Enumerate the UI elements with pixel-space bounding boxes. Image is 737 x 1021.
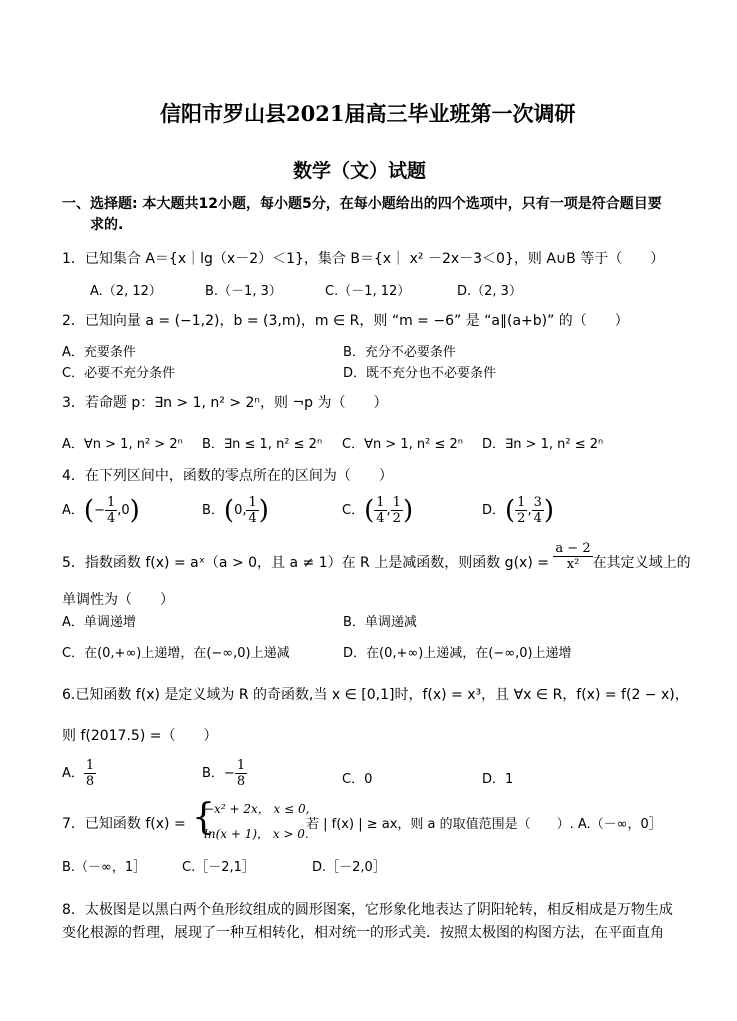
numerator: 3: [533, 495, 542, 510]
right-paren-icon: ): [258, 495, 269, 526]
question-2-option-c: C．必要不充分条件: [62, 366, 176, 381]
comma: ,: [386, 503, 391, 518]
question-6-stem: 6.已知函数 f(x) 是定义域为 R 的奇函数,当 x ∈ [0,1]时，f(x) = x³，且 ∀x ∈ R，f(x) = f(2 − x)，: [62, 687, 689, 703]
question-2-option-d: D．既不充分也不必要条件: [343, 366, 497, 381]
page-subtitle: 数学（文）试题: [293, 160, 427, 182]
denominator: 2: [517, 511, 526, 526]
section-heading: 一、选择题: 本大题共12小题，每小题5分，在每小题给出的四个选项中，只有一项是符合题目要: [62, 196, 662, 212]
numerator: 1: [85, 758, 95, 773]
question-6-option-d: D．1: [482, 772, 514, 787]
question-5-stem-b: 在其定义域上的: [592, 555, 691, 571]
question-5-stem: [62, 540, 691, 572]
option-label: A．: [62, 503, 84, 518]
page-title: 信阳市罗山县2021届高三毕业班第一次调研: [160, 101, 576, 126]
interval-head: 0,: [234, 503, 247, 518]
question-1-option-c: C.（－1, 12）: [325, 284, 411, 299]
question-8-line-2: 变化根源的哲理，展现了一种互相转化，相对统一的形式美．按照太极图的构图方法，在平面直角: [62, 925, 664, 941]
left-brace-icon: {: [192, 797, 215, 838]
denominator: x²: [566, 556, 580, 572]
question-7-option-d: D.［－2,0］: [312, 860, 386, 875]
fraction: [391, 495, 403, 526]
fraction: [553, 541, 592, 572]
minus-sign: −: [223, 766, 235, 781]
denominator: 2: [392, 511, 401, 526]
question-3-option-b: B．∃n ≤ 1, n² ≤ 2ⁿ: [202, 437, 323, 452]
fraction: [515, 495, 527, 526]
option-label: A．: [62, 766, 84, 781]
denominator: 8: [85, 774, 95, 789]
question-3-option-a: A．∀n > 1, n² > 2ⁿ: [62, 437, 183, 452]
question-2-option-a: A．充要条件: [62, 345, 136, 360]
question-4-option-b: [202, 495, 269, 526]
numerator: 1: [248, 495, 257, 510]
question-3-stem: 3．若命题 p：∃n > 1, n² > 2ⁿ，则 ¬p 为（ ）: [62, 395, 388, 411]
numerator: 1: [106, 495, 116, 510]
question-2-stem: 2．已知向量 a = (−1,2)，b = (3,m)，m ∈ R，则 “m = −6” 是 “a∥(a+b)” 的（ ）: [62, 313, 629, 329]
fraction: [532, 495, 544, 526]
numerator: 1: [392, 495, 401, 510]
question-7-head: 7．已知函数 f(x) =: [62, 816, 186, 832]
fraction: [235, 758, 247, 789]
fraction: [84, 758, 96, 789]
option-label: B．: [202, 503, 224, 518]
denominator: 8: [236, 774, 246, 789]
question-6-option-b: [202, 758, 247, 789]
question-5-option-c: C．在(0,+∞)上递增，在(−∞,0)上递减: [62, 646, 290, 661]
question-1-option-d: D.（2, 3）: [457, 284, 522, 299]
left-paren-icon: (: [83, 495, 95, 526]
question-1-option-b: B.（－1, 3）: [205, 284, 282, 299]
left-paren-icon: (: [364, 495, 375, 526]
question-3-option-c: C．∀n > 1, n² ≤ 2ⁿ: [342, 437, 463, 452]
option-label: B．: [202, 766, 224, 781]
question-6-stem-2: 则 f(2017.5) =（ ）: [62, 728, 218, 744]
question-1-stem: 1．已知集合 A＝{x｜lg（x－2）＜1}，集合 B＝{x｜ x² －2x－3＜0}，则 A∪B 等于（ ）: [62, 251, 665, 267]
question-7-option-c: C.［－2,1］: [182, 860, 255, 875]
numerator: 1: [517, 495, 526, 510]
comma: ,: [527, 503, 532, 518]
denominator: 4: [248, 511, 257, 526]
question-1-option-a: A.（2, 12）: [90, 284, 162, 299]
minus-sign: −: [94, 503, 105, 518]
question-7-option-b: B.（－∞，1］: [62, 860, 147, 875]
question-5-stem-a: 5．指数函数 f(x) = aˣ（a > 0，且 a ≠ 1）在 R 上是减函数，则函数 g(x) =: [62, 555, 549, 571]
numerator: 1: [376, 495, 385, 510]
question-6-option-c: C．0: [342, 772, 373, 787]
question-4-option-a: [62, 495, 140, 526]
interval-tail: ,0: [117, 503, 130, 518]
question-7-tail: 若 | f(x) | ≥ ax，则 a 的取值范围是（ ）. A.（－∞，0］: [306, 817, 662, 832]
right-paren-icon: ): [129, 495, 140, 526]
question-8-line-1: 8．太极图是以黑白两个鱼形纹组成的圆形图案，它形象化地表达了阴阳轮转，相反相成是万物生成: [62, 902, 673, 918]
fraction: [105, 495, 117, 526]
question-4-option-c: [342, 495, 413, 526]
question-4-option-d: [482, 495, 554, 526]
question-5-option-b: B．单调递减: [343, 615, 417, 630]
denominator: 4: [376, 511, 385, 526]
question-3-option-d: D．∃n > 1, n² ≤ 2ⁿ: [482, 437, 604, 452]
section-heading-cont: 求的.: [90, 217, 124, 233]
right-paren-icon: ): [543, 495, 555, 526]
option-label: D．: [482, 503, 506, 518]
question-5-stem-c: 单调性为（ ）: [62, 592, 174, 608]
left-paren-icon: (: [223, 495, 235, 526]
fraction: [246, 495, 258, 526]
numerator: a − 2: [555, 540, 591, 556]
question-5-option-d: D．在(0,+∞)上递减，在(−∞,0)上递增: [343, 646, 572, 661]
denominator: 4: [106, 511, 116, 526]
right-paren-icon: ): [402, 495, 414, 526]
denominator: 4: [533, 511, 542, 526]
option-label: C．: [342, 503, 365, 518]
question-7-case-2: ln(x + 1)， x > 0.: [204, 827, 309, 841]
question-7-case-1: −x² + 2x， x ≤ 0,: [204, 802, 310, 816]
question-2-option-b: B．充分不必要条件: [343, 345, 456, 360]
fraction: [374, 495, 386, 526]
question-5-option-a: A．单调递增: [62, 615, 136, 630]
left-paren-icon: (: [505, 495, 516, 526]
question-4-stem: 4．在下列区间中，函数的零点所在的区间为（ ）: [62, 468, 393, 484]
numerator: 1: [236, 758, 246, 773]
question-6-option-a: [62, 758, 96, 789]
